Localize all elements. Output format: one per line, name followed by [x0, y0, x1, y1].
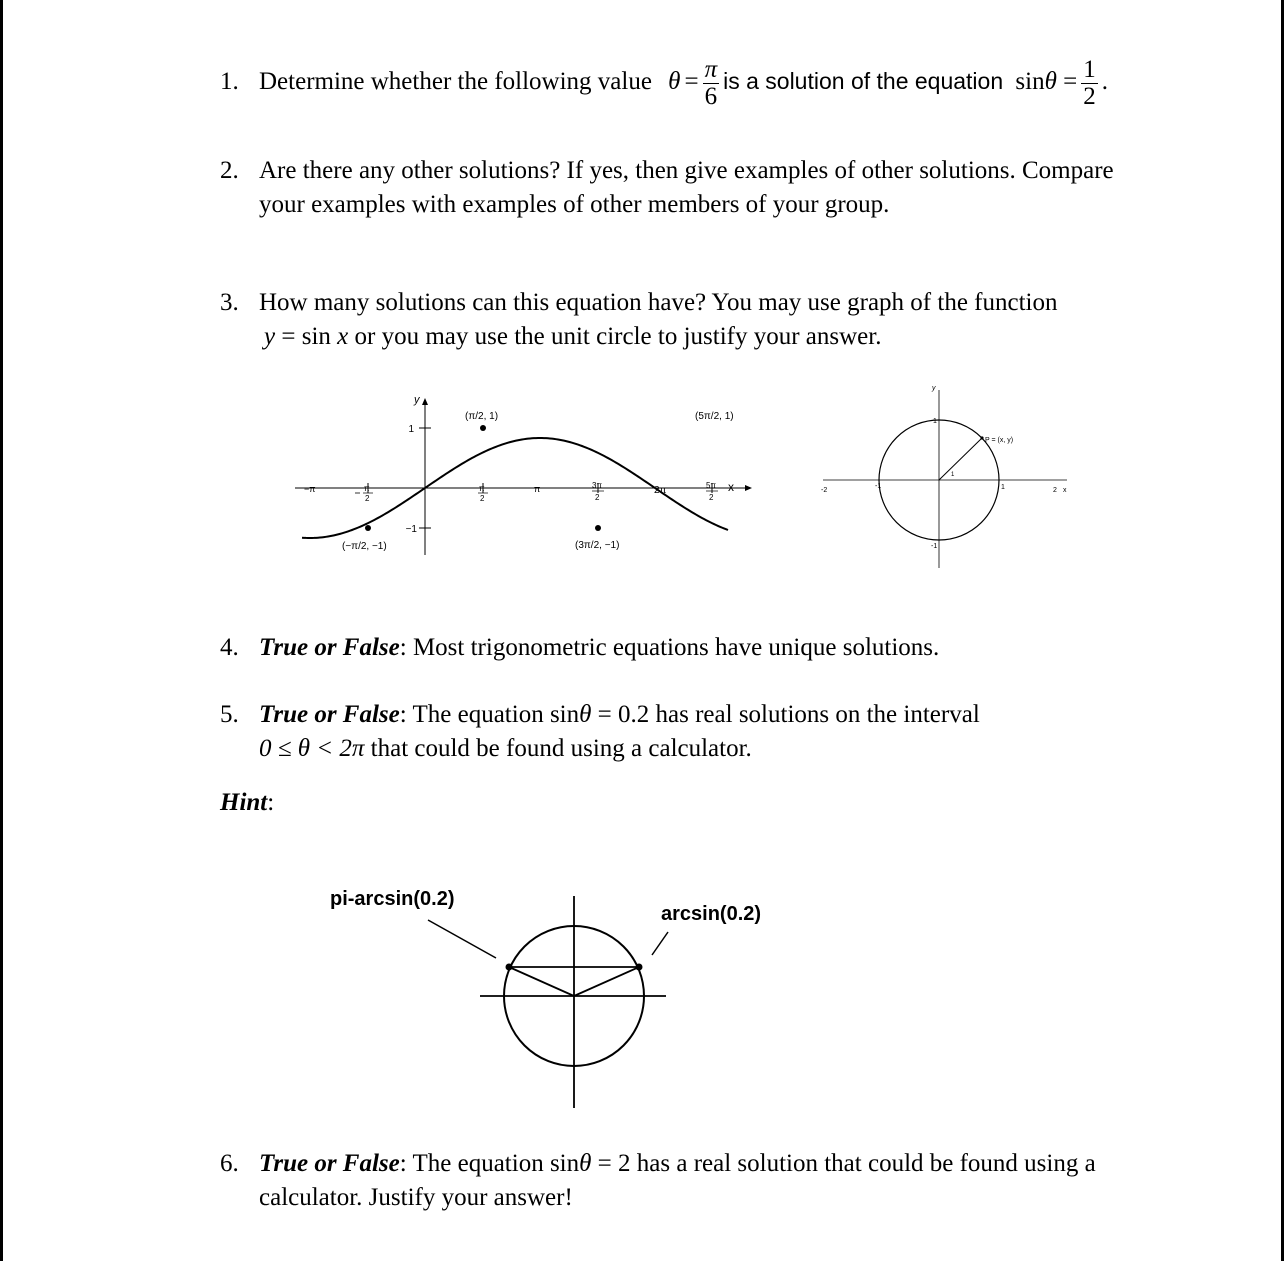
point-label-max-1: (π/2, 1): [465, 411, 499, 422]
denominator: 2: [1083, 83, 1096, 110]
tick-label-neg-half-pi-den: 2: [365, 494, 370, 503]
radius-label: 1: [951, 472, 955, 478]
numerator: 1: [1083, 56, 1096, 83]
interval: 0 ≤ θ < 2π: [259, 735, 365, 762]
tick-label-three-half-pi-num: 3π: [592, 481, 602, 490]
tick-label-five-half-pi-den: 2: [709, 493, 714, 502]
point-label-min-2: (3π/2, −1): [575, 540, 620, 551]
tick-label-y-1: 1: [933, 418, 937, 425]
tick-label-1: 1: [1001, 484, 1005, 491]
q4-text: : Most trigonometric equations have unique solutions.: [399, 634, 940, 661]
tick-label-2: 2: [1053, 487, 1057, 494]
q1-text: Determine whether the following value: [259, 68, 652, 96]
true-or-false: True or False: [259, 701, 400, 728]
question-number: 6.: [220, 1150, 239, 1177]
tick-label-five-half-pi-num: 5π: [706, 481, 716, 490]
max-point-1: [480, 425, 486, 431]
q5-text-3: that could be found using a calculator.: [370, 735, 752, 762]
tick-label-neg1: -1: [875, 483, 882, 490]
question-number: 5.: [220, 701, 239, 728]
question-number: 3.: [220, 289, 239, 316]
question-1: [220, 57, 1108, 110]
point-label-max-2: (5π/2, 1): [695, 411, 734, 422]
period: .: [1101, 68, 1108, 96]
question-2: [220, 154, 1114, 222]
pi-over-six: [703, 57, 720, 110]
y-axis-label: y: [414, 394, 420, 406]
question-6: [220, 1147, 1096, 1215]
equation: = sin: [275, 323, 338, 350]
tick-label-two-pi: 2π: [654, 485, 667, 496]
q1-text-2: is a solution of the equation: [723, 68, 1004, 95]
q6-text-1: : The equation: [399, 1150, 544, 1177]
q6-line-2: calculator. Justify your answer!: [259, 1184, 573, 1211]
theta-symbol: θ: [579, 701, 592, 728]
right-label: arcsin(0.2): [661, 903, 762, 925]
equation-value: = 2: [591, 1150, 631, 1177]
theta-symbol: θ: [579, 1150, 592, 1177]
x-axis-arrow: [745, 485, 752, 491]
q2-line-2: your examples with examples of other members of your group.: [259, 191, 890, 218]
q2-line-1: Are there any other solutions? If yes, then give examples of other solutions. Compare: [259, 157, 1114, 184]
point-left: [506, 964, 513, 971]
denominator: 6: [704, 83, 718, 110]
hint-colon: :: [267, 789, 275, 816]
min-point-2: [595, 525, 601, 531]
equation-value: = 0.2: [591, 701, 650, 728]
y-axis-arrow: [422, 398, 428, 405]
unit-circle-graph: [815, 380, 1075, 570]
tick-label-half-pi-num: π: [479, 484, 485, 493]
q3-line-2-rest: or you may use the unit circle to justify your answer.: [348, 323, 882, 350]
hint-heading: [220, 786, 274, 820]
pointer-right: [652, 932, 668, 955]
y-tick-label-neg1: −1: [405, 524, 417, 535]
equals: =: [684, 68, 699, 96]
x-axis-label: x: [1063, 487, 1067, 494]
question-4: [220, 631, 939, 665]
tick-label-three-half-pi-den: 2: [595, 493, 600, 502]
y-var: y: [264, 323, 276, 350]
one-half: [1081, 57, 1098, 110]
theta-symbol: θ: [668, 68, 681, 96]
y-axis-label: y: [932, 385, 936, 392]
hint-label: Hint: [220, 789, 268, 816]
y-tick-label-1: 1: [408, 424, 414, 435]
question-number: 2.: [220, 157, 239, 184]
tick-label-half-pi-den: 2: [480, 494, 485, 503]
tick-label-neg-pi: −π: [304, 484, 316, 494]
point-p: [980, 436, 983, 439]
q5-text-1: : The equation: [399, 701, 544, 728]
point-label-min-1: (−π/2, −1): [342, 541, 387, 552]
min-point-1: [365, 525, 371, 531]
q3-line-2: [220, 320, 1057, 354]
q3-line-1: How many solutions can this equation have? You may use graph of the function: [259, 289, 1058, 316]
theta-symbol-2: θ: [1044, 68, 1057, 96]
numerator: π: [704, 56, 718, 83]
q6-text-2: has a real solution that could be found using a: [636, 1150, 1096, 1177]
point-right: [636, 964, 643, 971]
question-3: [220, 286, 1057, 354]
tick-label-neg2: -2: [821, 487, 828, 494]
true-or-false: True or False: [259, 634, 400, 661]
x-axis-label: x: [728, 480, 734, 494]
true-or-false: True or False: [259, 1150, 400, 1177]
tick-label-pi: π: [534, 484, 541, 494]
sine-graph: [290, 390, 750, 570]
question-number: 4.: [220, 634, 239, 661]
pointer-left: [428, 920, 496, 958]
left-border: [0, 0, 3, 1261]
sin-label: sin: [549, 701, 580, 728]
radius-right: [574, 967, 639, 996]
question-5: [220, 698, 980, 766]
point-p-label: P = (x, y): [985, 437, 1014, 444]
radius-left: [509, 967, 574, 996]
radius: [939, 438, 982, 480]
q5-text-2: has real solutions on the interval: [655, 701, 980, 728]
equals-2: =: [1063, 68, 1078, 96]
sin-label: sin: [1015, 68, 1045, 96]
question-number: 1.: [220, 68, 239, 96]
tick-label-y-neg1: -1: [931, 543, 938, 550]
sin-label: sin: [549, 1150, 580, 1177]
tick-label-neg-half-pi-num: π: [364, 484, 370, 493]
hint-figure: [320, 880, 800, 1120]
left-label: pi-arcsin(0.2): [330, 888, 455, 910]
x-var: x: [337, 323, 349, 350]
